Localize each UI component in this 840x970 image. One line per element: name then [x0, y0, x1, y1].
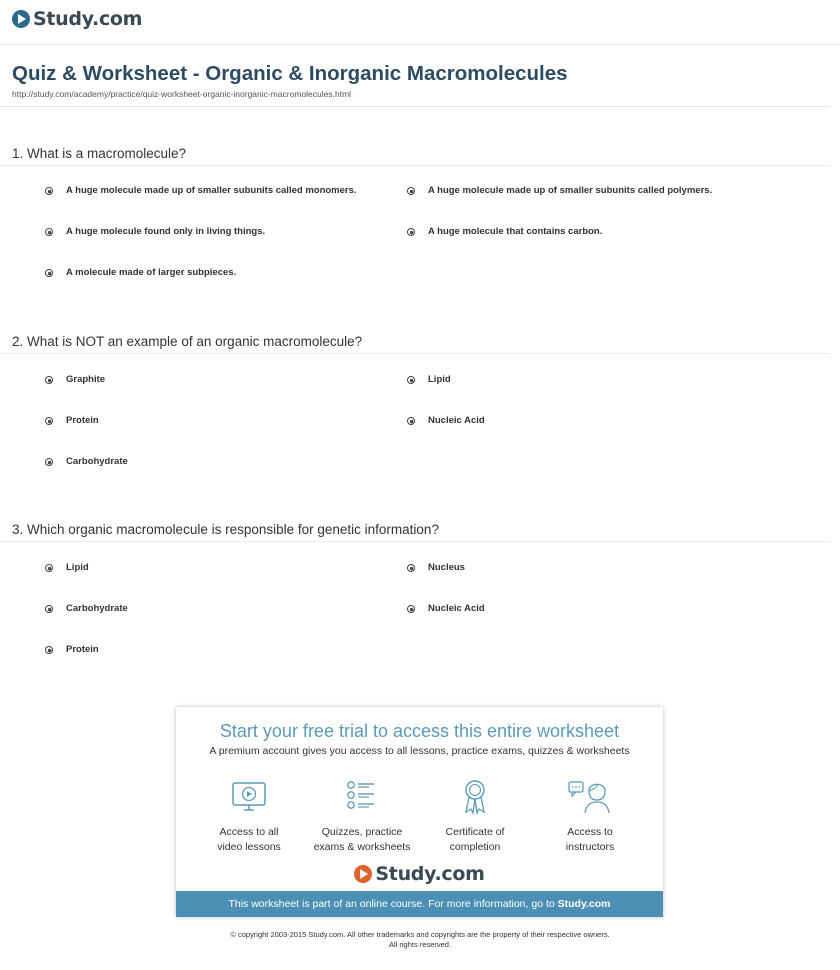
- play-logo-icon: [354, 865, 372, 883]
- bar-text: This worksheet is part of an online course. For more information, go to: [228, 898, 558, 910]
- feature-label-3a: Certificate of: [445, 826, 505, 838]
- question-divider: [0, 165, 830, 166]
- promo-subtitle: A premium account gives you access to all lessons, practice exams, quizzes & worksheets: [209, 745, 630, 757]
- feature-label-1b: video lessons: [217, 841, 281, 853]
- option-3c[interactable]: Carbohydrate: [45, 603, 128, 614]
- radio-icon[interactable]: [45, 269, 53, 277]
- option-2d[interactable]: Nucleic Acid: [407, 415, 485, 426]
- question-3: 3. Which organic macromolecule is responsible for genetic information?: [12, 522, 439, 537]
- page-url[interactable]: http://study.com/academy/practice/quiz-worksheet-organic-inorganic-macromolecules.html: [12, 89, 352, 99]
- option-1c[interactable]: A huge molecule found only in living things.: [45, 226, 265, 237]
- radio-icon[interactable]: [407, 187, 415, 195]
- radio-icon[interactable]: [407, 417, 415, 425]
- radio-icon[interactable]: [407, 605, 415, 613]
- feature-label-1a: Access to all: [219, 826, 279, 838]
- radio-icon[interactable]: [45, 646, 53, 654]
- option-3d[interactable]: Nucleic Acid: [407, 603, 485, 614]
- quiz-list-icon: [342, 777, 382, 817]
- feature-label-3b: completion: [449, 841, 501, 853]
- option-1a[interactable]: A huge molecule made up of smaller subunits called monomers.: [45, 185, 357, 196]
- option-2e[interactable]: Carbohydrate: [45, 456, 128, 467]
- premium-promo-box: [176, 707, 663, 917]
- question-1: 1. What is a macromolecule?: [12, 146, 187, 161]
- radio-icon[interactable]: [407, 228, 415, 236]
- option-1b[interactable]: A huge molecule made up of smaller subunits called polymers.: [407, 185, 712, 196]
- radio-icon[interactable]: [45, 417, 53, 425]
- feature-instructors: [540, 777, 640, 855]
- radio-icon[interactable]: [45, 564, 53, 572]
- feature-label-4a: Access to: [567, 826, 613, 838]
- study-logo[interactable]: [12, 8, 142, 30]
- promo-logo-text: Study.com: [375, 863, 485, 885]
- option-3b[interactable]: Nucleus: [407, 562, 465, 573]
- promo-study-logo[interactable]: [176, 863, 663, 885]
- radio-icon[interactable]: [407, 564, 415, 572]
- radio-icon[interactable]: [45, 187, 53, 195]
- study-link[interactable]: Study.com: [557, 898, 611, 910]
- logo-text: Study.com: [33, 8, 143, 30]
- radio-icon[interactable]: [407, 376, 415, 384]
- copyright-line-2: All rights reserved.: [388, 940, 452, 949]
- radio-icon[interactable]: [45, 228, 53, 236]
- promo-title[interactable]: Start your free trial to access this entire worksheet: [219, 721, 620, 741]
- radio-icon[interactable]: [45, 605, 53, 613]
- instructor-icon: [567, 777, 613, 817]
- copyright: [0, 930, 840, 950]
- option-2a[interactable]: Graphite: [45, 374, 105, 385]
- option-1d[interactable]: A huge molecule that contains carbon.: [407, 226, 602, 237]
- feature-quizzes: [312, 777, 412, 855]
- option-3e[interactable]: Protein: [45, 644, 99, 655]
- copyright-line-1: © copyright 2003-2015 Study.com. All other trademarks and copyrights are the property of their respective owners.: [230, 930, 610, 939]
- feature-label-2a: Quizzes, practice: [321, 826, 403, 838]
- question-divider: [0, 541, 830, 542]
- question-2: 2. What is NOT an example of an organic macromolecule?: [12, 334, 363, 349]
- feature-video-lessons: [199, 777, 299, 855]
- header-divider: [0, 44, 840, 45]
- course-info-bar: [176, 891, 663, 917]
- feature-certificate: [425, 777, 525, 855]
- video-lesson-icon: [229, 777, 269, 817]
- feature-label-4b: instructors: [565, 841, 615, 853]
- play-logo-icon: [12, 10, 30, 28]
- radio-icon[interactable]: [45, 376, 53, 384]
- certificate-icon: [455, 777, 495, 817]
- page-title: Quiz & Worksheet - Organic & Inorganic Macromolecules: [12, 62, 568, 85]
- option-2b[interactable]: Lipid: [407, 374, 451, 385]
- option-3a[interactable]: Lipid: [45, 562, 89, 573]
- title-divider: [0, 106, 830, 107]
- feature-label-2b: exams & worksheets: [313, 841, 411, 853]
- radio-icon[interactable]: [45, 458, 53, 466]
- option-1e[interactable]: A molecule made of larger subpieces.: [45, 267, 236, 278]
- option-2c[interactable]: Protein: [45, 415, 99, 426]
- question-divider: [0, 353, 830, 354]
